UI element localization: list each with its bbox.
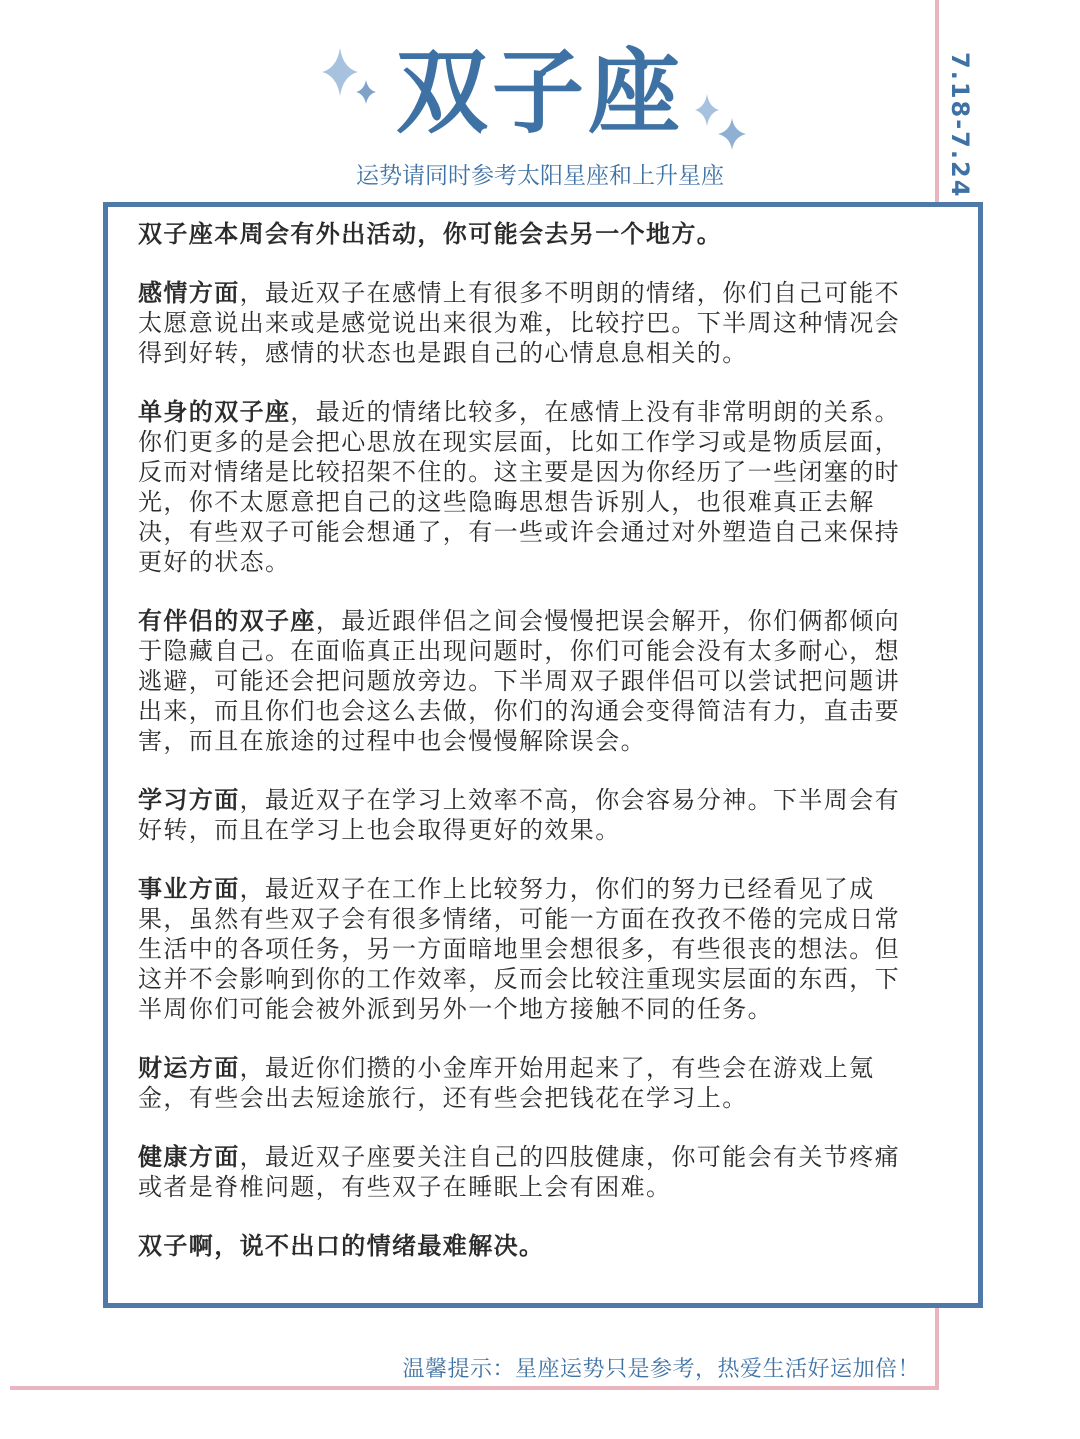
section-heading: 学习方面 — [138, 786, 240, 814]
section-text: ，最近你们攒的小金库开始用起来了，有些会在游戏上氪金，有些会出去短途旅行，还有些会把钱花在学习上。 — [138, 1054, 875, 1112]
intro-paragraph — [138, 219, 918, 249]
section-love — [138, 278, 918, 368]
date-range: 7.18-7.24 — [946, 51, 974, 199]
horoscope-content — [138, 219, 918, 1261]
section-heading: 健康方面 — [138, 1143, 240, 1171]
section-text: ，最近双子在学习上效率不高，你会容易分神。下半周会有好转，而且在学习上也会取得更好的效果。 — [138, 786, 901, 844]
section-single — [138, 397, 918, 577]
section-career — [138, 874, 918, 1024]
section-wealth — [138, 1053, 918, 1113]
section-partnered — [138, 606, 918, 756]
section-text: ，最近的情绪比较多，在感情上没有非常明朗的关系。你们更多的是会把心思放在现实层面，比如工作学习或是物质层面，反而对情绪是比较招架不住的。这主要是因为你经历了一些闭塞的时光，你不太愿意把自己的这些隐晦思想告诉别人，也很难真正去解决，有些双子可能会想通了，有一些或许会通过对外塑造自己来保持更好的状态。 — [138, 398, 901, 576]
section-text: ，最近跟伴侣之间会慢慢把误会解开，你们俩都倾向于隐藏自己。在面临真正出现问题时，你们可能会没有太多耐心，想逃避，可能还会把问题放旁边。下半周双子跟伴侣可以尝试把问题讲出来，而且你们也会这么去做，你们的沟通会变得简洁有力，直击要害，而且在旅途的过程中也会慢慢解除误会。 — [138, 607, 901, 755]
page-subtitle: 运势请同时参考太阳星座和上升星座 — [356, 163, 724, 189]
section-text: ，最近双子在感情上有很多不明朗的情绪，你们自己可能不太愿意说出来或是感觉说出来很为难，比较拧巴。下半周这种情况会得到好转，感情的状态也是跟自己的心情息息相关的。 — [138, 279, 901, 367]
closing-text: 双子啊，说不出口的情绪最难解决。 — [138, 1232, 545, 1260]
horoscope-card — [103, 202, 983, 1308]
section-heading: 有伴侣的双子座 — [138, 607, 316, 635]
section-study — [138, 785, 918, 845]
section-text: ，最近双子在工作上比较努力，你们的努力已经看见了成果，虽然有些双子会有很多情绪，可能一方面在孜孜不倦的完成日常生活中的各项任务，另一方面暗地里会想很多，有些很丧的想法。但这并不会影响到你的工作效率，反而会比较注重现实层面的东西，下半周你们可能会被外派到另外一个地方接触不同的任务。 — [138, 875, 900, 1023]
section-text: ，最近双子座要关注自己的四肢健康，你可能会有关节疼痛或者是脊椎问题，有些双子在睡眠上会有困难。 — [138, 1143, 901, 1201]
section-heading: 单身的双子座 — [138, 398, 291, 426]
page-title: 双子座 — [395, 39, 684, 146]
section-heading: 事业方面 — [138, 875, 240, 903]
pink-horizontal-line — [10, 1386, 939, 1390]
intro-text: 双子座本周会有外出活动，你可能会去另一个地方。 — [138, 220, 723, 248]
section-heading: 感情方面 — [138, 279, 240, 307]
section-heading: 财运方面 — [138, 1054, 240, 1082]
section-health — [138, 1142, 918, 1202]
footer-tip: 温馨提示：星座运势只是参考，热爱生活好运加倍！ — [402, 1357, 920, 1382]
closing-paragraph — [138, 1231, 918, 1261]
